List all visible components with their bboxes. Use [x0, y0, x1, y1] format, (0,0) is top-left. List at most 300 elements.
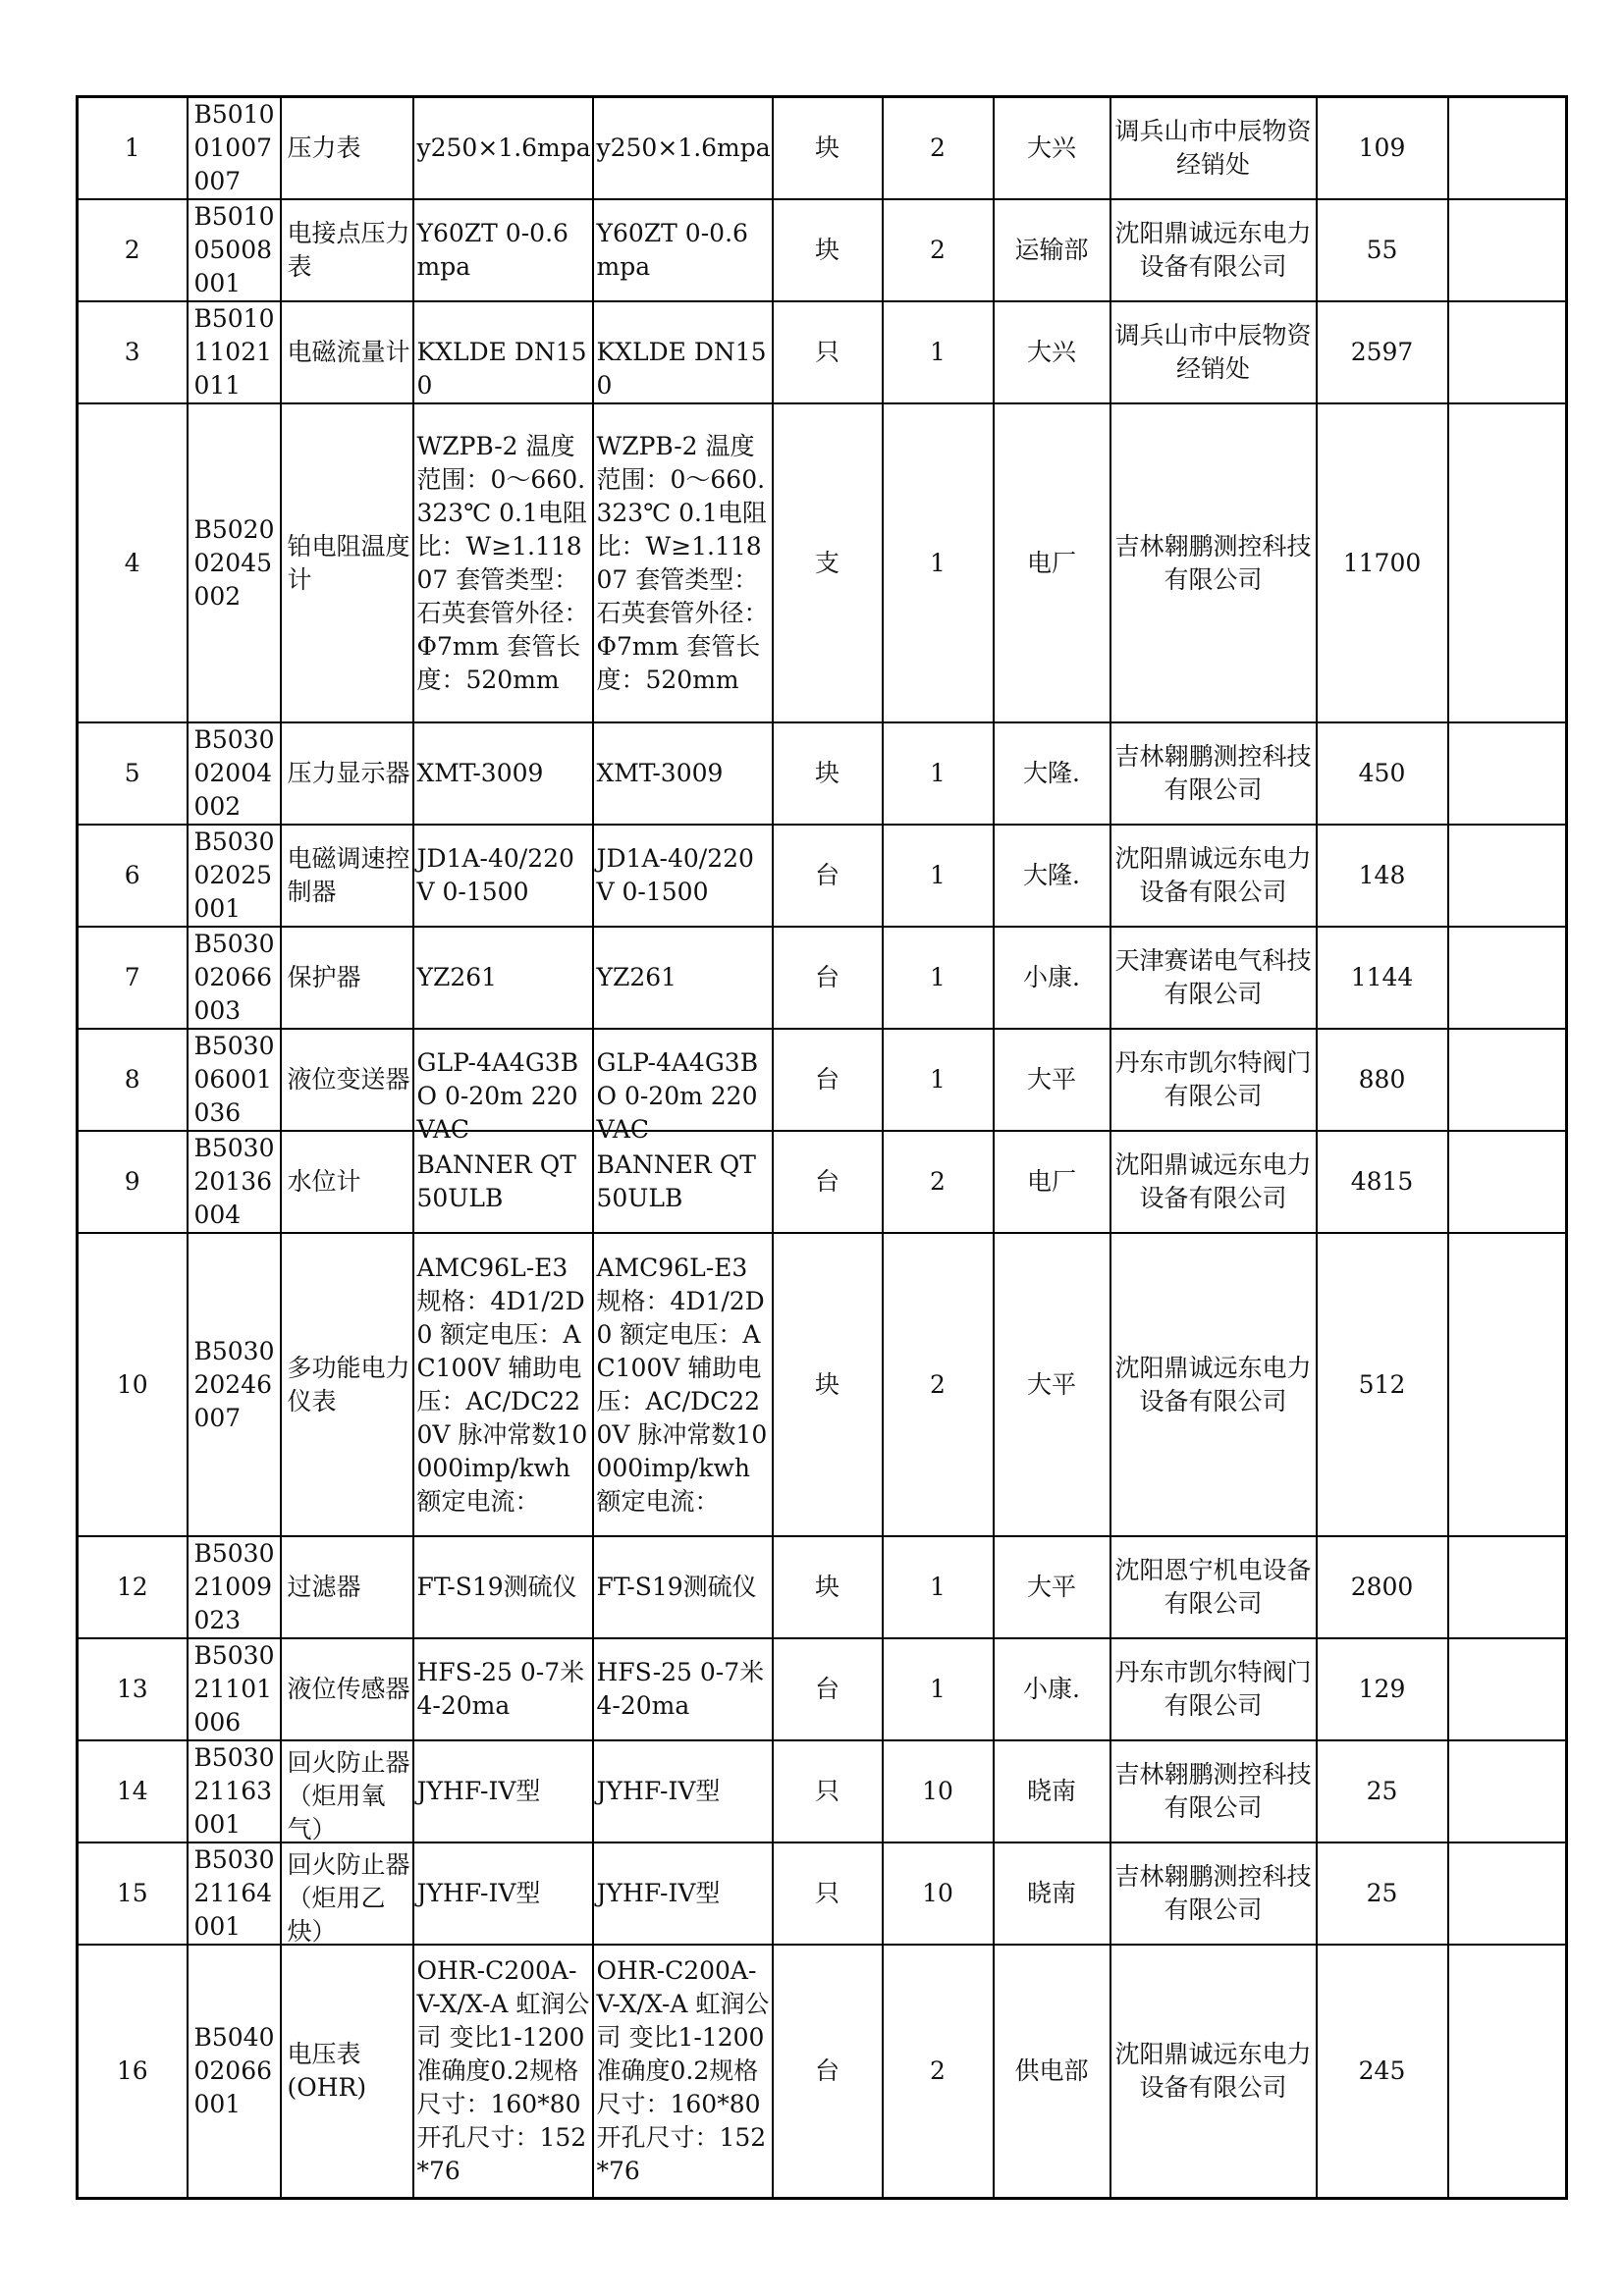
- department-cell: [994, 1945, 1110, 2198]
- row-number: 14: [116, 1777, 148, 1805]
- vendor: 调兵山市中辰物资经销处: [1114, 321, 1312, 383]
- row-number: 4: [124, 548, 140, 577]
- specification: JD1A-40/220V 0-1500: [416, 844, 574, 906]
- department: 小康.: [1023, 1675, 1080, 1703]
- specification-2-cell: [593, 825, 773, 927]
- note-cell: [1448, 1945, 1567, 2198]
- specification-2: HFS-25 0-7米4-20ma: [596, 1658, 765, 1720]
- quantity: 10: [922, 1777, 953, 1805]
- row-number: 13: [116, 1675, 148, 1703]
- material-name-cell: [281, 1740, 413, 1842]
- vendor: 天津赛诺电气科技有限公司: [1114, 946, 1312, 1008]
- specification-2: Y60ZT 0-0.6mpa: [596, 219, 748, 281]
- row-number: 5: [124, 759, 140, 787]
- quantity: 2: [930, 2056, 946, 2085]
- specification-2: XMT-3009: [596, 759, 724, 787]
- vendor: 沈阳鼎诚远东电力设备有限公司: [1114, 1150, 1312, 1212]
- table-body: [78, 97, 1567, 2199]
- row-number: 7: [124, 963, 140, 991]
- quantity: 1: [930, 338, 946, 366]
- vendor: 沈阳鼎诚远东电力设备有限公司: [1114, 2039, 1312, 2102]
- row-number-cell: [78, 825, 188, 927]
- unit-cell: [773, 403, 883, 722]
- quantity-cell: [883, 1638, 994, 1740]
- specification-2: JYHF-IV型: [596, 1777, 721, 1805]
- specification-cell: [413, 1536, 593, 1638]
- row-number-cell: [78, 1536, 188, 1638]
- department-cell: [994, 199, 1110, 301]
- unit: 台: [814, 1167, 839, 1196]
- price: 2800: [1350, 1573, 1414, 1601]
- specification-2-cell: [593, 722, 773, 825]
- department: 晓南: [1026, 1879, 1076, 1907]
- material-code-cell: [188, 301, 281, 403]
- specification-cell: [413, 1740, 593, 1842]
- material-name-cell: [281, 199, 413, 301]
- material-code-cell: [188, 97, 281, 200]
- department-cell: [994, 1029, 1110, 1131]
- material-code-cell: [188, 1131, 281, 1233]
- material-name: 回火防止器（炬用氧气）: [287, 1747, 410, 1843]
- material-name-cell: [281, 1945, 413, 2198]
- unit: 只: [814, 1777, 839, 1805]
- department-cell: [994, 1638, 1110, 1740]
- department-cell: [994, 825, 1110, 927]
- specification-2-cell: [593, 1029, 773, 1144]
- material-name: 多功能电力仪表: [287, 1353, 410, 1415]
- price-cell: [1317, 1233, 1448, 1536]
- unit: 台: [814, 861, 839, 889]
- unit-cell: [773, 927, 883, 1029]
- material-name: 压力显示器: [287, 759, 410, 787]
- material-name-cell: [281, 1029, 413, 1131]
- table-row: [78, 1536, 1567, 1638]
- quantity: 1: [930, 861, 946, 889]
- department: 大隆.: [1023, 861, 1080, 889]
- price-cell: [1317, 1842, 1448, 1945]
- quantity-cell: [883, 199, 994, 301]
- price: 1144: [1350, 963, 1414, 991]
- row-number-cell: [78, 199, 188, 301]
- specification-2: OHR-C200A-V-X/X-A 虹润公司 变比1-1200准确度0.2规格尺寸：160*80 开孔尺寸：152*76: [596, 1955, 770, 2185]
- specification-cell: [413, 927, 593, 1029]
- material-code-cell: [188, 403, 281, 722]
- material-code: B501011021011: [193, 304, 275, 400]
- material-code: B502002045002: [193, 514, 275, 611]
- specification: WZPB-2 温度范围：0～660.323℃ 0.1电阻比：W≥1.11807 套管类型：石英套管外径：Φ7mm 套管长度：520mm: [416, 431, 589, 694]
- department: 电厂: [1026, 1167, 1076, 1196]
- department-cell: [994, 1536, 1110, 1638]
- quantity: 2: [930, 1369, 946, 1399]
- material-name: 压力表: [287, 133, 361, 162]
- note-cell: [1448, 199, 1567, 301]
- quantity: 2: [930, 236, 946, 264]
- vendor-cell: [1110, 403, 1317, 722]
- row-number: 1: [124, 133, 140, 162]
- quantity-cell: [883, 403, 994, 722]
- table-row: [78, 1233, 1567, 1536]
- vendor: 沈阳鼎诚远东电力设备有限公司: [1114, 844, 1312, 906]
- specification-2-cell: [593, 927, 773, 1029]
- material-code-cell: [188, 722, 281, 825]
- department-cell: [994, 1233, 1110, 1536]
- row-number: 16: [116, 2056, 148, 2085]
- specification-cell: [413, 403, 593, 722]
- specification-2-cell: [593, 1638, 773, 1740]
- unit-cell: [773, 1842, 883, 1945]
- vendor-cell: [1110, 1638, 1317, 1740]
- vendor-cell: [1110, 825, 1317, 927]
- specification-cell: [413, 1638, 593, 1740]
- specification: YZ261: [416, 963, 498, 991]
- vendor: 丹东市凯尔特阀门有限公司: [1114, 1658, 1312, 1720]
- material-code: B503006001036: [193, 1032, 275, 1127]
- row-number: 10: [116, 1369, 148, 1399]
- material-code-cell: [188, 199, 281, 301]
- material-name: 电接点压力表: [287, 219, 410, 281]
- quantity-cell: [883, 1029, 994, 1131]
- material-code: B503021164001: [193, 1845, 275, 1941]
- department: 电厂: [1026, 548, 1076, 577]
- price-cell: [1317, 1536, 1448, 1638]
- unit: 台: [814, 1675, 839, 1703]
- price: 129: [1358, 1675, 1406, 1703]
- price: 450: [1358, 759, 1406, 787]
- specification: JYHF-IV型: [416, 1777, 541, 1805]
- quantity-cell: [883, 1945, 994, 2198]
- table-row: [78, 1945, 1567, 2198]
- department-cell: [994, 403, 1110, 722]
- material-name: 电磁调速控制器: [287, 844, 410, 906]
- material-code: B503021163001: [193, 1743, 275, 1839]
- specification-2: WZPB-2 温度范围：0～660.323℃ 0.1电阻比：W≥1.11807 套管类型：石英套管外径：Φ7mm 套管长度：520mm: [596, 431, 769, 694]
- specification-cell: [413, 722, 593, 825]
- material-code: B503002066003: [193, 930, 275, 1025]
- department: 大兴: [1026, 338, 1076, 366]
- material-code: B501001007007: [193, 100, 275, 195]
- material-code: B503002025001: [193, 828, 275, 923]
- material-name-cell: [281, 1233, 413, 1536]
- vendor: 吉林翱鹏测控科技有限公司: [1114, 1760, 1312, 1822]
- unit: 块: [814, 236, 839, 264]
- department: 运输部: [1014, 236, 1089, 264]
- vendor-cell: [1110, 722, 1317, 825]
- vendor-cell: [1110, 1233, 1317, 1536]
- specification-2-cell: [593, 301, 773, 403]
- unit-cell: [773, 1029, 883, 1131]
- specification-cell: [413, 1233, 593, 1536]
- material-name: 铂电阻温度计: [287, 531, 410, 594]
- material-name-cell: [281, 825, 413, 927]
- specification-cell: [413, 301, 593, 403]
- specification-cell: [413, 199, 593, 301]
- unit-cell: [773, 1536, 883, 1638]
- material-code-cell: [188, 825, 281, 927]
- table-row: [78, 927, 1567, 1029]
- department-cell: [994, 1740, 1110, 1842]
- quantity-cell: [883, 97, 994, 200]
- specification-2-cell: [593, 97, 773, 200]
- unit-cell: [773, 199, 883, 301]
- specification: FT-S19测硫仪: [416, 1573, 577, 1601]
- table-row: [78, 1638, 1567, 1740]
- row-number-cell: [78, 1029, 188, 1131]
- material-code: B503021009023: [193, 1539, 275, 1634]
- material-code-cell: [188, 1740, 281, 1842]
- note-cell: [1448, 1029, 1567, 1131]
- price-cell: [1317, 1131, 1448, 1233]
- specification-cell: [413, 97, 593, 200]
- price: 880: [1358, 1065, 1406, 1094]
- specification-cell: [413, 825, 593, 927]
- note-cell: [1448, 1536, 1567, 1638]
- price-cell: [1317, 1945, 1448, 2198]
- material-name: 电压表(OHR): [287, 2039, 367, 2102]
- specification-2: AMC96L-E3 规格：4D1/2D0 额定电压：AC100V 辅助电压：AC/DC220V 脉冲常数10000imp/kwh 额定电流：: [596, 1253, 768, 1516]
- material-code-cell: [188, 1945, 281, 2198]
- department-cell: [994, 1842, 1110, 1945]
- unit: 台: [814, 1065, 839, 1094]
- department: 晓南: [1026, 1777, 1076, 1805]
- quantity: 1: [930, 963, 946, 991]
- note-cell: [1448, 301, 1567, 403]
- vendor: 吉林翱鹏测控科技有限公司: [1114, 531, 1312, 594]
- specification-2: y250×1.6mpa: [596, 133, 771, 162]
- materials-table: [76, 95, 1568, 2200]
- quantity-cell: [883, 722, 994, 825]
- vendor: 调兵山市中辰物资经销处: [1114, 117, 1312, 179]
- quantity-cell: [883, 927, 994, 1029]
- specification: GLP-4A4G3BO 0-20m 220VAC: [416, 1047, 579, 1144]
- material-code-cell: [188, 1536, 281, 1638]
- table-row: [78, 199, 1567, 301]
- specification-2-cell: [593, 1945, 773, 2198]
- vendor-cell: [1110, 1536, 1317, 1638]
- specification: JYHF-IV型: [416, 1879, 541, 1907]
- vendor-cell: [1110, 301, 1317, 403]
- table-row: [78, 1131, 1567, 1233]
- vendor-cell: [1110, 1740, 1317, 1842]
- price-cell: [1317, 403, 1448, 722]
- table-row: [78, 403, 1567, 722]
- row-number-cell: [78, 1233, 188, 1536]
- table-row: [78, 1029, 1567, 1131]
- material-name-cell: [281, 722, 413, 825]
- material-name-cell: [281, 927, 413, 1029]
- row-number: 15: [116, 1879, 148, 1907]
- specification-cell: [413, 1945, 593, 2198]
- quantity: 1: [930, 1675, 946, 1703]
- vendor-cell: [1110, 1842, 1317, 1945]
- unit-cell: [773, 1233, 883, 1536]
- vendor: 沈阳鼎诚远东电力设备有限公司: [1114, 1353, 1312, 1415]
- quantity-cell: [883, 1842, 994, 1945]
- department-cell: [994, 1131, 1110, 1233]
- price-cell: [1317, 1740, 1448, 1842]
- department-cell: [994, 97, 1110, 200]
- quantity-cell: [883, 825, 994, 927]
- table-row: [78, 97, 1567, 200]
- material-code: B503002004002: [193, 725, 275, 821]
- quantity: 1: [930, 548, 946, 577]
- department: 大平: [1026, 1369, 1076, 1399]
- quantity-cell: [883, 1233, 994, 1536]
- price: 245: [1358, 2056, 1406, 2085]
- department-cell: [994, 301, 1110, 403]
- row-number-cell: [78, 1131, 188, 1233]
- specification-2-cell: [593, 1536, 773, 1638]
- price: 2597: [1350, 338, 1414, 366]
- specification: OHR-C200A-V-X/X-A 虹润公司 变比1-1200准确度0.2规格尺寸：160*80 开孔尺寸：152*76: [416, 1955, 590, 2185]
- quantity: 1: [930, 759, 946, 787]
- material-code: B503020136004: [193, 1134, 275, 1229]
- price-cell: [1317, 722, 1448, 825]
- price: 148: [1358, 861, 1406, 889]
- note-cell: [1448, 1740, 1567, 1842]
- note-cell: [1448, 403, 1567, 722]
- row-number-cell: [78, 1842, 188, 1945]
- unit-cell: [773, 301, 883, 403]
- table-row: [78, 722, 1567, 825]
- material-code: B503021101006: [193, 1641, 275, 1736]
- specification-2: BANNER QT50ULB: [596, 1150, 756, 1212]
- price: 11700: [1342, 548, 1422, 577]
- department: 大兴: [1026, 133, 1076, 162]
- department: 供电部: [1014, 2056, 1089, 2085]
- row-number-cell: [78, 1945, 188, 2198]
- row-number: 6: [124, 861, 140, 889]
- specification-2: YZ261: [596, 963, 677, 991]
- note-cell: [1448, 1131, 1567, 1233]
- material-name-cell: [281, 1638, 413, 1740]
- specification: BANNER QT50ULB: [416, 1150, 576, 1212]
- row-number-cell: [78, 1638, 188, 1740]
- material-code-cell: [188, 927, 281, 1029]
- quantity-cell: [883, 1740, 994, 1842]
- specification-2: GLP-4A4G3BO 0-20m 220VAC: [596, 1047, 759, 1144]
- note-cell: [1448, 1638, 1567, 1740]
- vendor: 吉林翱鹏测控科技有限公司: [1114, 742, 1312, 804]
- note-cell: [1448, 825, 1567, 927]
- table-row: [78, 825, 1567, 927]
- vendor: 丹东市凯尔特阀门有限公司: [1114, 1048, 1312, 1110]
- price-cell: [1317, 199, 1448, 301]
- specification: HFS-25 0-7米4-20ma: [416, 1658, 585, 1720]
- specification-2-cell: [593, 403, 773, 722]
- specification-2-cell: [593, 1740, 773, 1842]
- specification-2-cell: [593, 199, 773, 301]
- material-name: 过滤器: [287, 1573, 361, 1601]
- specification-2-cell: [593, 1842, 773, 1945]
- department: 小康.: [1023, 963, 1080, 991]
- department: 大平: [1026, 1573, 1076, 1601]
- vendor: 沈阳恩宁机电设备有限公司: [1114, 1556, 1312, 1618]
- row-number-cell: [78, 301, 188, 403]
- material-code-cell: [188, 1233, 281, 1536]
- material-name: 液位变送器: [287, 1065, 410, 1094]
- price-cell: [1317, 927, 1448, 1029]
- vendor-cell: [1110, 1945, 1317, 2198]
- specification-2: JD1A-40/220V 0-1500: [596, 844, 754, 906]
- department: 大隆.: [1023, 759, 1080, 787]
- material-name: 液位传感器: [287, 1675, 410, 1703]
- row-number-cell: [78, 927, 188, 1029]
- price-cell: [1317, 97, 1448, 200]
- specification: y250×1.6mpa: [416, 133, 591, 162]
- specification: Y60ZT 0-0.6mpa: [416, 219, 568, 281]
- vendor: 沈阳鼎诚远东电力设备有限公司: [1114, 219, 1312, 281]
- specification-cell: [413, 1842, 593, 1945]
- unit: 块: [814, 133, 839, 162]
- row-number-cell: [78, 1740, 188, 1842]
- unit: 块: [814, 1369, 839, 1399]
- department-cell: [994, 927, 1110, 1029]
- quantity: 10: [922, 1879, 953, 1907]
- quantity-cell: [883, 1131, 994, 1233]
- specification-2: KXLDE DN150: [596, 337, 767, 400]
- specification: AMC96L-E3 规格：4D1/2D0 额定电压：AC100V 辅助电压：AC/DC220V 脉冲常数10000imp/kwh 额定电流：: [416, 1253, 588, 1516]
- material-name-cell: [281, 97, 413, 200]
- quantity: 1: [930, 1573, 946, 1601]
- unit-cell: [773, 1740, 883, 1842]
- price: 25: [1366, 1777, 1398, 1805]
- vendor: 吉林翱鹏测控科技有限公司: [1114, 1862, 1312, 1924]
- row-number: 9: [124, 1167, 140, 1196]
- material-name-cell: [281, 403, 413, 722]
- quantity: 2: [930, 133, 946, 162]
- department: 大平: [1026, 1065, 1076, 1094]
- quantity: 1: [930, 1065, 946, 1094]
- material-name-cell: [281, 1131, 413, 1233]
- specification: KXLDE DN150: [416, 337, 587, 400]
- quantity-cell: [883, 1536, 994, 1638]
- unit-cell: [773, 1945, 883, 2198]
- vendor-cell: [1110, 927, 1317, 1029]
- material-code-cell: [188, 1029, 281, 1131]
- unit: 台: [814, 2056, 839, 2085]
- material-code: B503020246007: [193, 1336, 275, 1432]
- specification-2: JYHF-IV型: [596, 1879, 721, 1907]
- row-number-cell: [78, 722, 188, 825]
- unit: 块: [814, 759, 839, 787]
- unit-cell: [773, 97, 883, 200]
- price: 25: [1366, 1879, 1398, 1907]
- material-code-cell: [188, 1638, 281, 1740]
- price-cell: [1317, 825, 1448, 927]
- unit: 只: [814, 338, 839, 366]
- material-name-cell: [281, 1842, 413, 1945]
- note-cell: [1448, 722, 1567, 825]
- row-number: 3: [124, 338, 140, 366]
- unit: 台: [814, 963, 839, 991]
- price-cell: [1317, 301, 1448, 403]
- vendor-cell: [1110, 1131, 1317, 1233]
- quantity-cell: [883, 301, 994, 403]
- vendor-cell: [1110, 199, 1317, 301]
- row-number: 12: [116, 1573, 148, 1601]
- material-code: B501005008001: [193, 202, 275, 297]
- price: 4815: [1350, 1167, 1414, 1196]
- department-cell: [994, 722, 1110, 825]
- price: 55: [1366, 236, 1398, 264]
- row-number: 8: [124, 1065, 140, 1094]
- price: 512: [1358, 1369, 1406, 1399]
- table-row: [78, 1740, 1567, 1842]
- row-number-cell: [78, 97, 188, 200]
- specification: XMT-3009: [416, 759, 544, 787]
- price: 109: [1358, 133, 1406, 162]
- specification-cell: [413, 1029, 593, 1144]
